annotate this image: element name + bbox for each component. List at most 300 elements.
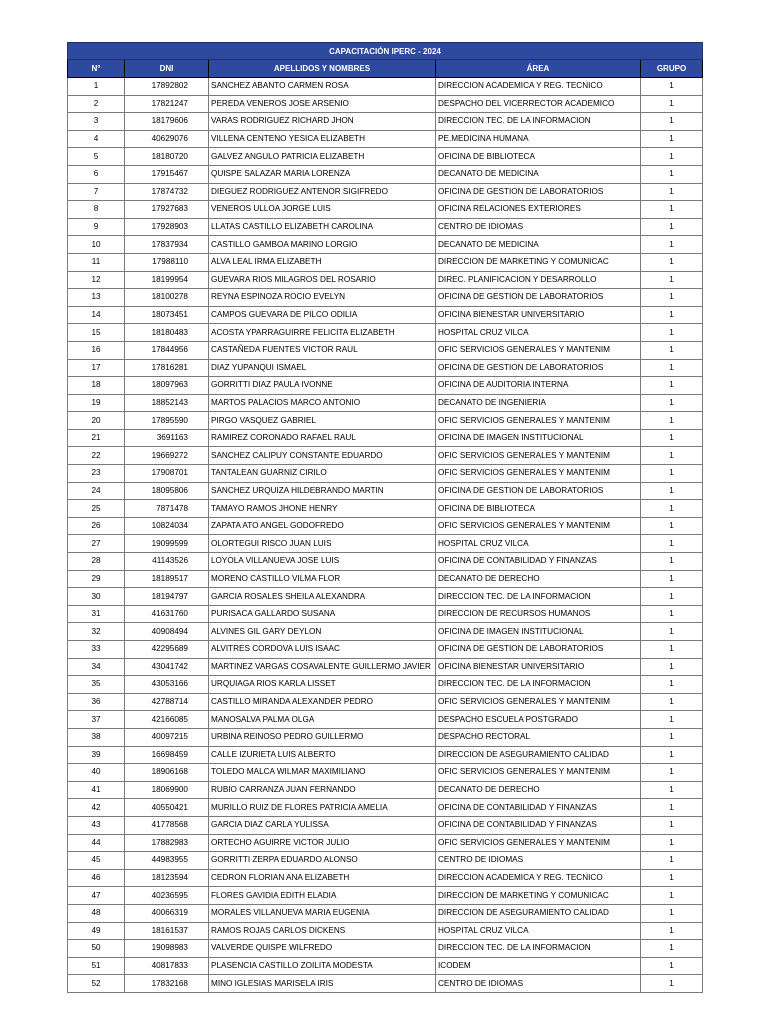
row-number-cell[interactable] <box>68 324 125 342</box>
group-text: 1 <box>669 222 674 232</box>
area-cell[interactable] <box>436 553 641 571</box>
area-cell[interactable] <box>436 799 641 817</box>
group-cell[interactable] <box>641 78 703 96</box>
group-cell[interactable] <box>641 728 703 746</box>
row-number-cell[interactable] <box>68 887 125 905</box>
name-cell[interactable] <box>209 711 436 729</box>
table-row <box>68 289 703 307</box>
row-number-cell[interactable] <box>68 482 125 500</box>
row-number-cell[interactable] <box>68 341 125 359</box>
row-number-cell[interactable] <box>68 517 125 535</box>
group-cell[interactable] <box>641 130 703 148</box>
name-cell[interactable] <box>209 570 436 588</box>
row-number-cell[interactable] <box>68 975 125 993</box>
group-cell[interactable] <box>641 693 703 711</box>
area-cell[interactable] <box>436 359 641 377</box>
group-cell[interactable] <box>641 834 703 852</box>
row-number-cell[interactable] <box>68 588 125 606</box>
name-cell[interactable] <box>209 447 436 465</box>
name-text: ALVINES GIL GARY DEYLON <box>211 626 322 636</box>
group-cell[interactable] <box>641 869 703 887</box>
row-number-cell[interactable] <box>68 535 125 553</box>
name-cell[interactable] <box>209 130 436 148</box>
row-number-cell[interactable] <box>68 95 125 113</box>
area-cell[interactable] <box>436 852 641 870</box>
row-number-cell[interactable] <box>68 852 125 870</box>
name-cell[interactable] <box>209 975 436 993</box>
group-cell[interactable] <box>641 183 703 201</box>
row-number-cell[interactable] <box>68 693 125 711</box>
group-cell[interactable] <box>641 975 703 993</box>
name-cell[interactable] <box>209 95 436 113</box>
group-cell[interactable] <box>641 394 703 412</box>
group-cell[interactable] <box>641 482 703 500</box>
table-row <box>68 201 703 219</box>
name-cell[interactable] <box>209 799 436 817</box>
area-cell[interactable] <box>436 711 641 729</box>
dni-cell[interactable] <box>125 253 209 271</box>
group-cell[interactable] <box>641 816 703 834</box>
name-cell[interactable] <box>209 517 436 535</box>
area-cell[interactable] <box>436 940 641 958</box>
row-number-cell[interactable] <box>68 570 125 588</box>
table-row <box>68 623 703 641</box>
row-number-cell[interactable] <box>68 78 125 96</box>
row-number-cell[interactable] <box>68 641 125 659</box>
area-cell[interactable] <box>436 623 641 641</box>
area-text: PE.MEDICINA HUMANA <box>438 134 529 144</box>
name-cell[interactable] <box>209 904 436 922</box>
dni-cell[interactable] <box>125 658 209 676</box>
name-cell[interactable] <box>209 623 436 641</box>
row-number-cell[interactable] <box>68 711 125 729</box>
area-cell[interactable] <box>436 869 641 887</box>
dni-cell[interactable] <box>125 201 209 219</box>
group-cell[interactable] <box>641 236 703 254</box>
name-cell[interactable] <box>209 605 436 623</box>
group-cell[interactable] <box>641 623 703 641</box>
dni-cell[interactable] <box>125 764 209 782</box>
name-text: MURILLO RUIZ DE FLORES PATRICIA AMELIA <box>211 802 388 812</box>
area-text: OFIC SERVICIOS GENERALES Y MANTENIM <box>438 837 610 847</box>
dni-cell[interactable] <box>125 429 209 447</box>
area-cell[interactable] <box>436 728 641 746</box>
dni-cell[interactable] <box>125 553 209 571</box>
row-number-cell[interactable] <box>68 940 125 958</box>
row-number-cell[interactable] <box>68 869 125 887</box>
dni-text: 18069900 <box>151 785 188 795</box>
name-cell[interactable] <box>209 113 436 131</box>
row-number-cell[interactable] <box>68 165 125 183</box>
name-cell[interactable] <box>209 429 436 447</box>
row-number-cell[interactable] <box>68 130 125 148</box>
area-cell[interactable] <box>436 148 641 166</box>
dni-cell[interactable] <box>125 289 209 307</box>
row-number-cell[interactable] <box>68 183 125 201</box>
group-cell[interactable] <box>641 570 703 588</box>
area-cell[interactable] <box>436 165 641 183</box>
dni-cell[interactable] <box>125 904 209 922</box>
dni-cell[interactable] <box>125 113 209 131</box>
dni-text: 18194797 <box>151 591 188 601</box>
group-cell[interactable] <box>641 306 703 324</box>
dni-cell[interactable] <box>125 218 209 236</box>
area-cell[interactable] <box>436 289 641 307</box>
group-cell[interactable] <box>641 324 703 342</box>
dni-cell[interactable] <box>125 148 209 166</box>
name-cell[interactable] <box>209 869 436 887</box>
dni-cell[interactable] <box>125 324 209 342</box>
name-cell[interactable] <box>209 253 436 271</box>
name-cell[interactable] <box>209 816 436 834</box>
row-number-cell[interactable] <box>68 236 125 254</box>
group-cell[interactable] <box>641 887 703 905</box>
name-text: LOYOLA VILLANUEVA JOSE LUIS <box>211 556 340 566</box>
name-text: GARCIA ROSALES SHEILA ALEXANDRA <box>211 591 366 601</box>
area-cell[interactable] <box>436 517 641 535</box>
dni-cell[interactable] <box>125 623 209 641</box>
area-cell[interactable] <box>436 253 641 271</box>
group-cell[interactable] <box>641 165 703 183</box>
row-number-cell[interactable] <box>68 465 125 483</box>
dni-cell[interactable] <box>125 922 209 940</box>
area-text: DECANATO DE DERECHO <box>438 573 540 583</box>
dni-cell[interactable] <box>125 359 209 377</box>
dni-cell[interactable] <box>125 940 209 958</box>
name-cell[interactable] <box>209 359 436 377</box>
row-number-cell[interactable] <box>68 746 125 764</box>
group-cell[interactable] <box>641 676 703 694</box>
group-cell[interactable] <box>641 447 703 465</box>
area-text: DESPACHO DEL VICERRECTOR ACADEMICO <box>438 98 615 108</box>
dni-cell[interactable] <box>125 535 209 553</box>
area-cell[interactable] <box>436 975 641 993</box>
dni-cell[interactable] <box>125 676 209 694</box>
area-cell[interactable] <box>436 746 641 764</box>
name-cell[interactable] <box>209 289 436 307</box>
dni-cell[interactable] <box>125 781 209 799</box>
dni-cell[interactable] <box>125 394 209 412</box>
name-cell[interactable] <box>209 271 436 289</box>
dni-cell[interactable] <box>125 95 209 113</box>
name-cell[interactable] <box>209 746 436 764</box>
name-text: CASTAÑEDA FUENTES VICTOR RAUL <box>211 345 358 355</box>
group-cell[interactable] <box>641 940 703 958</box>
name-cell[interactable] <box>209 377 436 395</box>
group-cell[interactable] <box>641 904 703 922</box>
group-cell[interactable] <box>641 641 703 659</box>
dni-cell[interactable] <box>125 482 209 500</box>
row-number-cell[interactable] <box>68 816 125 834</box>
name-cell[interactable] <box>209 465 436 483</box>
dni-cell[interactable] <box>125 570 209 588</box>
name-cell[interactable] <box>209 764 436 782</box>
group-cell[interactable] <box>641 711 703 729</box>
group-cell[interactable] <box>641 764 703 782</box>
dni-cell[interactable] <box>125 78 209 96</box>
dni-cell[interactable] <box>125 693 209 711</box>
area-text: OFIC SERVICIOS GENERALES Y MANTENIM <box>438 468 610 478</box>
group-cell[interactable] <box>641 289 703 307</box>
row-number-cell[interactable] <box>68 764 125 782</box>
row-number-text: 12 <box>91 274 101 284</box>
name-cell[interactable] <box>209 236 436 254</box>
name-cell[interactable] <box>209 218 436 236</box>
group-cell[interactable] <box>641 412 703 430</box>
name-cell[interactable] <box>209 693 436 711</box>
dni-cell[interactable] <box>125 447 209 465</box>
row-number-cell[interactable] <box>68 728 125 746</box>
group-cell[interactable] <box>641 852 703 870</box>
group-cell[interactable] <box>641 799 703 817</box>
row-number-cell[interactable] <box>68 676 125 694</box>
dni-cell[interactable] <box>125 517 209 535</box>
dni-cell[interactable] <box>125 377 209 395</box>
area-cell[interactable] <box>436 465 641 483</box>
row-number-text: 13 <box>91 292 101 302</box>
group-cell[interactable] <box>641 359 703 377</box>
area-cell[interactable] <box>436 816 641 834</box>
dni-cell[interactable] <box>125 641 209 659</box>
group-cell[interactable] <box>641 781 703 799</box>
name-cell[interactable] <box>209 78 436 96</box>
area-text: CENTRO DE IDIOMAS <box>438 978 524 988</box>
name-cell[interactable] <box>209 183 436 201</box>
name-cell[interactable] <box>209 148 436 166</box>
name-cell[interactable] <box>209 201 436 219</box>
row-number-cell[interactable] <box>68 289 125 307</box>
group-cell[interactable] <box>641 148 703 166</box>
row-number-cell[interactable] <box>68 394 125 412</box>
area-cell[interactable] <box>436 641 641 659</box>
row-number-cell[interactable] <box>68 271 125 289</box>
area-cell[interactable] <box>436 377 641 395</box>
dni-cell[interactable] <box>125 746 209 764</box>
area-text: OFIC SERVICIOS GENERALES Y MANTENIM <box>438 767 610 777</box>
group-cell[interactable] <box>641 113 703 131</box>
name-cell[interactable] <box>209 852 436 870</box>
dni-cell[interactable] <box>125 236 209 254</box>
dni-cell[interactable] <box>125 975 209 993</box>
dni-cell[interactable] <box>125 465 209 483</box>
name-cell[interactable] <box>209 394 436 412</box>
row-number-cell[interactable] <box>68 904 125 922</box>
row-number-cell[interactable] <box>68 429 125 447</box>
area-cell[interactable] <box>436 834 641 852</box>
area-cell[interactable] <box>436 570 641 588</box>
name-cell[interactable] <box>209 957 436 975</box>
group-cell[interactable] <box>641 605 703 623</box>
area-cell[interactable] <box>436 130 641 148</box>
name-cell[interactable] <box>209 940 436 958</box>
name-cell[interactable] <box>209 500 436 518</box>
group-cell[interactable] <box>641 253 703 271</box>
dni-cell[interactable] <box>125 852 209 870</box>
dni-cell[interactable] <box>125 183 209 201</box>
name-cell[interactable] <box>209 922 436 940</box>
group-text: 1 <box>669 820 674 830</box>
dni-text: 17895590 <box>151 415 188 425</box>
dni-cell[interactable] <box>125 728 209 746</box>
area-cell[interactable] <box>436 324 641 342</box>
row-number-cell[interactable] <box>68 957 125 975</box>
area-cell[interactable] <box>436 535 641 553</box>
area-cell[interactable] <box>436 201 641 219</box>
group-cell[interactable] <box>641 429 703 447</box>
name-text: CAMPOS GUEVARA DE PILCO ODILIA <box>211 310 358 320</box>
area-cell[interactable] <box>436 113 641 131</box>
area-cell[interactable] <box>436 588 641 606</box>
area-cell[interactable] <box>436 887 641 905</box>
row-number-cell[interactable] <box>68 553 125 571</box>
group-cell[interactable] <box>641 746 703 764</box>
area-cell[interactable] <box>436 764 641 782</box>
table-row <box>68 957 703 975</box>
row-number-cell[interactable] <box>68 253 125 271</box>
group-cell[interactable] <box>641 658 703 676</box>
row-number-cell[interactable] <box>68 500 125 518</box>
row-number-cell[interactable] <box>68 447 125 465</box>
row-number-cell[interactable] <box>68 834 125 852</box>
area-cell[interactable] <box>436 394 641 412</box>
group-cell[interactable] <box>641 535 703 553</box>
row-number-cell[interactable] <box>68 359 125 377</box>
area-cell[interactable] <box>436 904 641 922</box>
dni-cell[interactable] <box>125 957 209 975</box>
area-cell[interactable] <box>436 693 641 711</box>
area-cell[interactable] <box>436 271 641 289</box>
dni-cell[interactable] <box>125 711 209 729</box>
name-text: LLATAS CASTILLO ELIZABETH CAROLINA <box>211 222 374 232</box>
dni-cell[interactable] <box>125 887 209 905</box>
row-number-cell[interactable] <box>68 781 125 799</box>
dni-text: 40550421 <box>151 802 188 812</box>
name-cell[interactable] <box>209 641 436 659</box>
dni-cell[interactable] <box>125 500 209 518</box>
dni-cell[interactable] <box>125 605 209 623</box>
group-cell[interactable] <box>641 517 703 535</box>
name-cell[interactable] <box>209 887 436 905</box>
group-cell[interactable] <box>641 957 703 975</box>
name-cell[interactable] <box>209 412 436 430</box>
area-cell[interactable] <box>436 218 641 236</box>
row-number-cell[interactable] <box>68 306 125 324</box>
row-number-cell[interactable] <box>68 218 125 236</box>
dni-cell[interactable] <box>125 341 209 359</box>
name-cell[interactable] <box>209 553 436 571</box>
area-cell[interactable] <box>436 676 641 694</box>
row-number-cell[interactable] <box>68 623 125 641</box>
table-row <box>68 852 703 870</box>
group-cell[interactable] <box>641 341 703 359</box>
dni-cell[interactable] <box>125 869 209 887</box>
dni-cell[interactable] <box>125 816 209 834</box>
group-cell[interactable] <box>641 201 703 219</box>
row-number-cell[interactable] <box>68 799 125 817</box>
dni-cell[interactable] <box>125 588 209 606</box>
area-cell[interactable] <box>436 78 641 96</box>
name-cell[interactable] <box>209 658 436 676</box>
dni-cell[interactable] <box>125 271 209 289</box>
name-cell[interactable] <box>209 482 436 500</box>
group-cell[interactable] <box>641 465 703 483</box>
area-cell[interactable] <box>436 95 641 113</box>
group-cell[interactable] <box>641 500 703 518</box>
area-cell[interactable] <box>436 658 641 676</box>
area-cell[interactable] <box>436 341 641 359</box>
row-number-text: 48 <box>91 908 101 918</box>
area-text: OFICINA RELACIONES EXTERIORES <box>438 204 581 214</box>
table-row <box>68 429 703 447</box>
group-cell[interactable] <box>641 377 703 395</box>
area-cell[interactable] <box>436 922 641 940</box>
name-cell[interactable] <box>209 165 436 183</box>
area-cell[interactable] <box>436 412 641 430</box>
group-cell[interactable] <box>641 218 703 236</box>
name-cell[interactable] <box>209 535 436 553</box>
dni-text: 18073451 <box>151 310 188 320</box>
row-number-cell[interactable] <box>68 377 125 395</box>
group-text: 1 <box>669 679 674 689</box>
name-cell[interactable] <box>209 341 436 359</box>
area-cell[interactable] <box>436 500 641 518</box>
group-cell[interactable] <box>641 553 703 571</box>
row-number-cell[interactable] <box>68 922 125 940</box>
row-number-cell[interactable] <box>68 412 125 430</box>
group-text: 1 <box>669 397 674 407</box>
dni-cell[interactable] <box>125 834 209 852</box>
group-cell[interactable] <box>641 922 703 940</box>
area-cell[interactable] <box>436 447 641 465</box>
name-cell[interactable] <box>209 676 436 694</box>
area-cell[interactable] <box>436 957 641 975</box>
dni-cell[interactable] <box>125 130 209 148</box>
name-cell[interactable] <box>209 306 436 324</box>
area-cell[interactable] <box>436 236 641 254</box>
dni-cell[interactable] <box>125 412 209 430</box>
dni-cell[interactable] <box>125 799 209 817</box>
row-number-cell[interactable] <box>68 113 125 131</box>
area-cell[interactable] <box>436 183 641 201</box>
group-cell[interactable] <box>641 95 703 113</box>
group-cell[interactable] <box>641 271 703 289</box>
row-number-cell[interactable] <box>68 658 125 676</box>
name-cell[interactable] <box>209 728 436 746</box>
row-number-cell[interactable] <box>68 605 125 623</box>
area-cell[interactable] <box>436 605 641 623</box>
name-cell[interactable] <box>209 324 436 342</box>
dni-cell[interactable] <box>125 306 209 324</box>
area-cell[interactable] <box>436 429 641 447</box>
table-row <box>68 183 703 201</box>
row-number-cell[interactable] <box>68 201 125 219</box>
group-cell[interactable] <box>641 588 703 606</box>
name-text: TOLEDO MALCA WILMAR MAXIMILIANO <box>211 767 366 777</box>
area-cell[interactable] <box>436 482 641 500</box>
group-text: 1 <box>669 908 674 918</box>
group-text: 1 <box>669 116 674 126</box>
dni-text: 19099599 <box>151 538 188 548</box>
name-cell[interactable] <box>209 781 436 799</box>
name-cell[interactable] <box>209 834 436 852</box>
row-number-cell[interactable] <box>68 148 125 166</box>
area-cell[interactable] <box>436 306 641 324</box>
dni-cell[interactable] <box>125 165 209 183</box>
dni-text: 17882983 <box>151 837 188 847</box>
area-cell[interactable] <box>436 781 641 799</box>
name-cell[interactable] <box>209 588 436 606</box>
name-text: MARTOS PALACIOS MARCO ANTONIO <box>211 397 361 407</box>
